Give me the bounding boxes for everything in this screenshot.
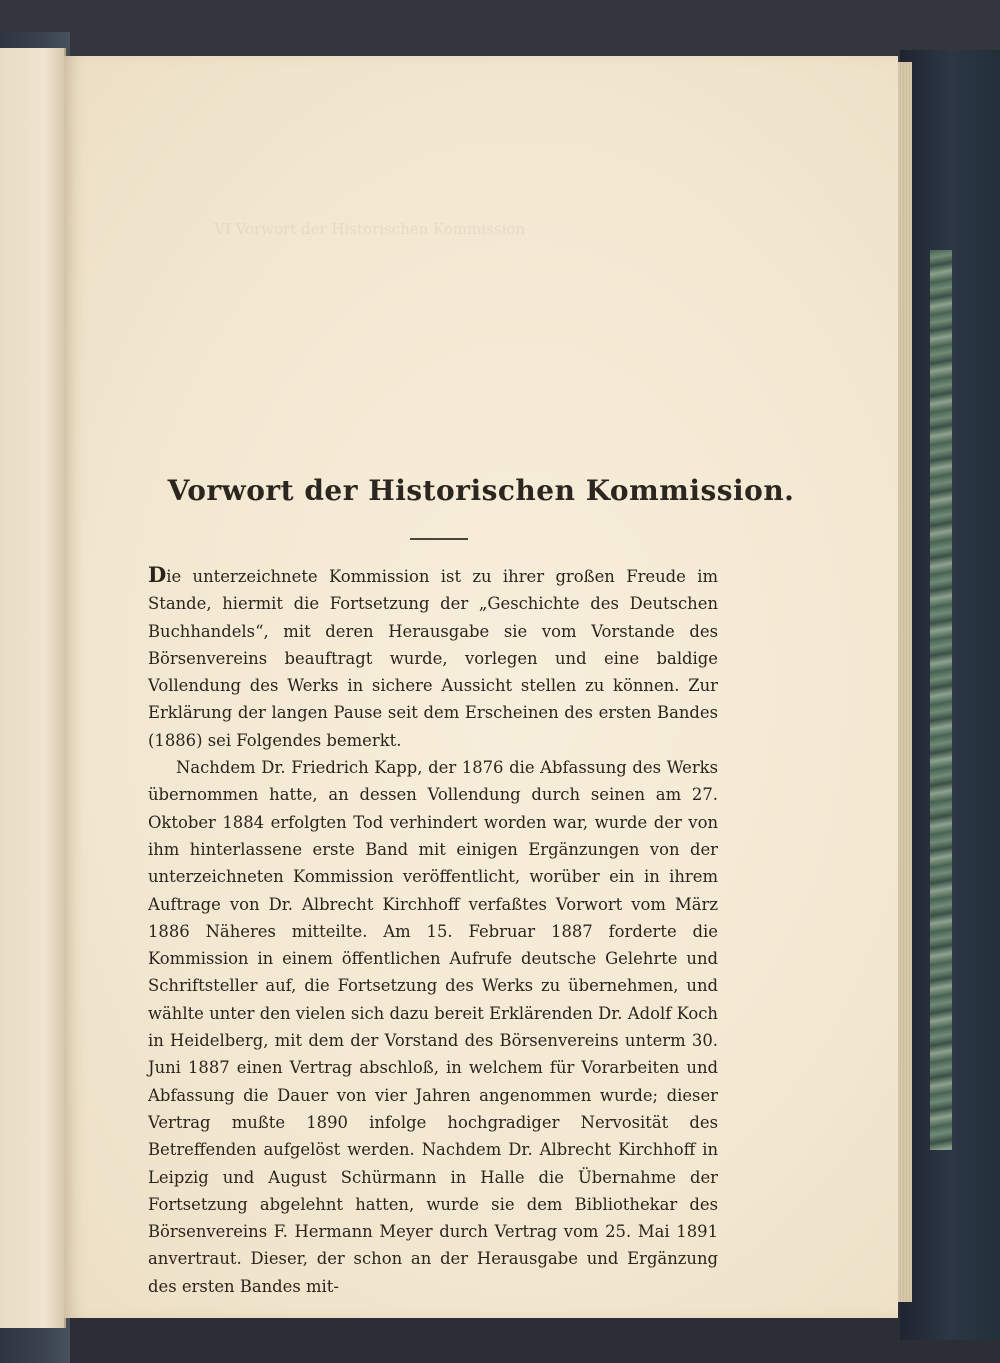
paragraph-1-text: ie unterzeichnete Kommission ist zu ihrer großen Freude im Stande, hiermit die Fortsetzung der „Geschichte des Deutschen Buchhandels“, mit deren Herausgabe sie vom Vorstande des Börsenvereins beauftragt wurde, vorlegen und eine baldige Vollendung des Werks in sichere Aussicht stellen zu können. Zur Erklärung der langen Pause seit dem Erscheinen des ersten Bandes (1886) sei Folgendes bemerkt. xyxy=(148,567,718,750)
marbled-endpaper xyxy=(930,250,952,1150)
initial-letter: D xyxy=(148,562,167,587)
body-text xyxy=(148,561,718,1300)
paragraph-1 xyxy=(148,561,718,754)
show-through-text: VI Vorwort der Historischen Kommission xyxy=(214,220,526,238)
left-page-fragment xyxy=(0,48,66,1328)
heading-rule xyxy=(410,538,468,540)
page-block-edges xyxy=(896,62,912,1302)
paragraph-2 xyxy=(148,754,718,1300)
page-heading: Vorwort der Historischen Kommission. xyxy=(167,474,795,507)
book-page xyxy=(64,56,898,1318)
paragraph-2-text: Nachdem Dr. Friedrich Kapp, der 1876 die Abfassung des Werks übernommen hatte, an dessen Vollendung durch seinen am 27. Oktober 1884 erfolgten Tod verhindert worden war, wurde der von ihm hinterlassene erste Band mit einigen Ergänzungen von der unterzeichneten Kommission veröffentlicht, worüber ein in ihrem Auftrage von Dr. Albrecht Kirchhoff verfaßtes Vorwort vom März 1886 Näheres mitteilte. Am 15. Februar 1887 forderte die Kommission in einem öffentlichen Aufrufe deutsche Gelehrte und Schriftsteller auf, die Fortsetzung des Werks zu übernehmen, und wählte unter den vielen sich dazu bereit Erklärenden Dr. Adolf Koch in Heidelberg, mit dem der Vorstand des Börsenvereins unterm 30. Juni 1887 einen Vertrag abschloß, in welchem für Vorarbeiten und Abfassung die Dauer von vier Jahren angenommen wurde; dieser Vertrag mußte 1890 infolge hochgradiger Nervosität des Betreffenden aufgelöst werden. Nachdem Dr. Albrecht Kirchhoff in Leipzig und August Schürmann in Halle die Übernahme der Fortsetzung abgelehnt hatten, wurde sie dem Bibliothekar des Börsenvereins F. Hermann Meyer durch Vertrag vom 25. Mai 1891 anvertraut. Dieser, der schon an der Herausgabe und Ergänzung des ersten Bandes mit- xyxy=(148,758,718,1296)
